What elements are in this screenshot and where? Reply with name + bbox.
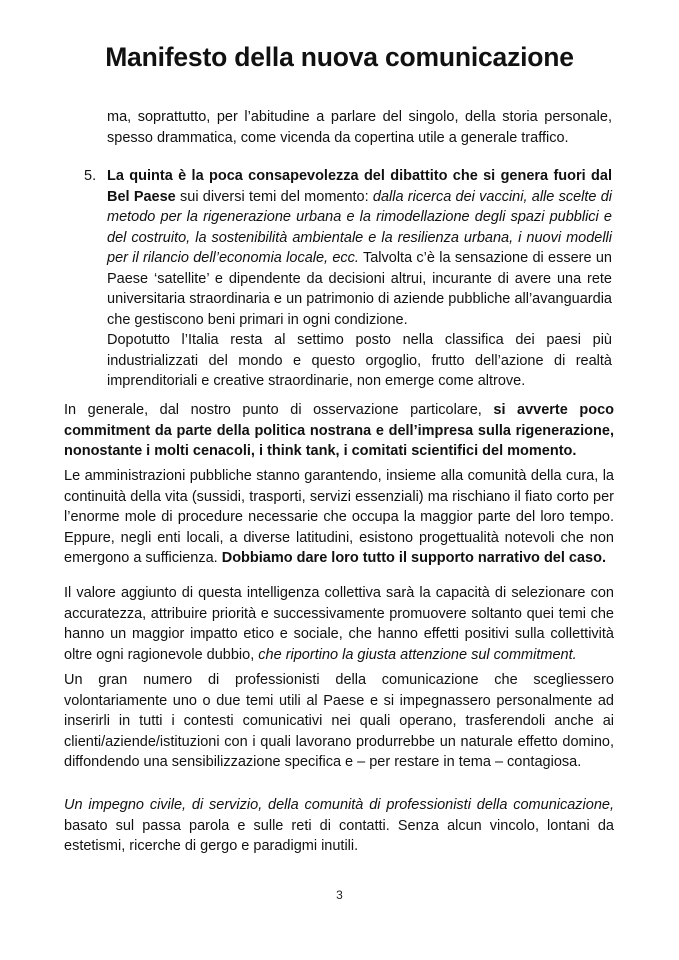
paragraph-4-text: Un gran numero di professionisti della comunicazione che scegliessero volontariamente uno o due temi utili al Paese e si impegnassero personalmente ad inserirli in tutti i contesti comunicativi nei quali operano, trasferendoli anche ai clienti/aziende/istituzioni con i quali lavorano produrrebbe un naturale effetto domino, diffondendo una sensibilizzazione specifica e – per restare in tema – contagiosa.: [64, 672, 614, 770]
list-item-5-text-b: Talvolta c’è la sensazione di essere un Paese ‘satellite’ e dipendente da decisioni altrui, incurante di avere una rete universitaria straordinaria e un patrimonio di aziende pubbliche all’avanguardia che gestiscono beni primari in ogni condizione.: [107, 250, 612, 328]
paragraph-3-italic: che riportino la giusta attenzione sul commitment.: [258, 646, 577, 663]
paragraph-1: [64, 400, 614, 462]
list-item-number: 5.: [84, 168, 97, 184]
paragraph-5-text: basato sul passa parola e sulle reti di contatti. Senza alcun vincolo, lontani da estetismi, ricerche di gergo e paradigmi inutili.: [64, 817, 614, 854]
paragraph-2-text: Le amministrazioni pubbliche stanno garantendo, insieme alla comunità della cura, la continuità della vita (sussidi, trasporti, servizi essenziali) ma rischiano il fiato corto per l’enorme mole di procedure necessarie che occupa la maggior parte del loro tempo. Eppure, negli enti locali, a diverse latitudini, esistono progettualità notevoli che non emergono a sufficienza.: [64, 468, 614, 566]
paragraph-1-bold: si avverte poco commitment da parte della politica nostrana e dell’impresa sulla rigenerazione, nonostante i molti cenacoli, i think tank, i comitati scientifici del momento.: [64, 402, 615, 459]
paragraph-5-italic: Un impegno civile, di servizio, della comunità di professionisti della comunicazione,: [64, 797, 614, 813]
continued-text: ma, soprattutto, per l’abitudine a parlare del singolo, della storia personale, spesso drammatica, come vicenda da copertina utile a generale traffico.: [107, 109, 612, 146]
list-item-5: [107, 166, 612, 330]
paragraph-5: [64, 795, 614, 857]
continued-paragraph: [107, 107, 612, 148]
list-item-5-italic: dalla ricerca dei vaccini, alle scelte di metodo per la rigenerazione urbana e la rimodellazione degli spazi pubblici e del costruito, la sostenibilità ambientale e la resilienza urbana, i nuovi modelli per il rilancio dell’economia locale, ecc.: [107, 188, 612, 266]
list-item-5-paragraph-2: [107, 330, 612, 392]
page-number: 3: [336, 888, 343, 902]
paragraph-3: [64, 583, 614, 665]
list-item-5-text-a: sui diversi temi del momento:: [175, 188, 373, 205]
page-title: Manifesto della nuova comunicazione: [105, 42, 574, 72]
list-item-5-bold: La quinta è la poca consapevolezza del dibattito che si genera fuori dal Bel Paese: [107, 168, 612, 205]
paragraph-3-text: Il valore aggiunto di questa intelligenza collettiva sarà la capacità di selezionare con accuratezza, attribuire priorità e successivamente promuovere soltanto quei temi che hanno un maggior impatto etico e sociale, che hanno effetti positivi sulla collettività oltre ogni ragionevole dubbio,: [64, 585, 614, 663]
paragraph-1-text: In generale, dal nostro punto di osservazione particolare,: [64, 402, 494, 418]
paragraph-4: [64, 670, 614, 773]
paragraph-2: [64, 466, 614, 569]
list-item-5-p2-text: Dopotutto l’Italia resta al settimo posto nella classifica dei paesi più industrializzati del mondo e questo orgoglio, frutto dell’azione di realtà imprenditoriali e creative straordinarie, non emerge come altrove.: [107, 332, 612, 389]
paragraph-2-bold: Dobbiamo dare loro tutto il supporto narrativo del caso.: [221, 550, 607, 566]
